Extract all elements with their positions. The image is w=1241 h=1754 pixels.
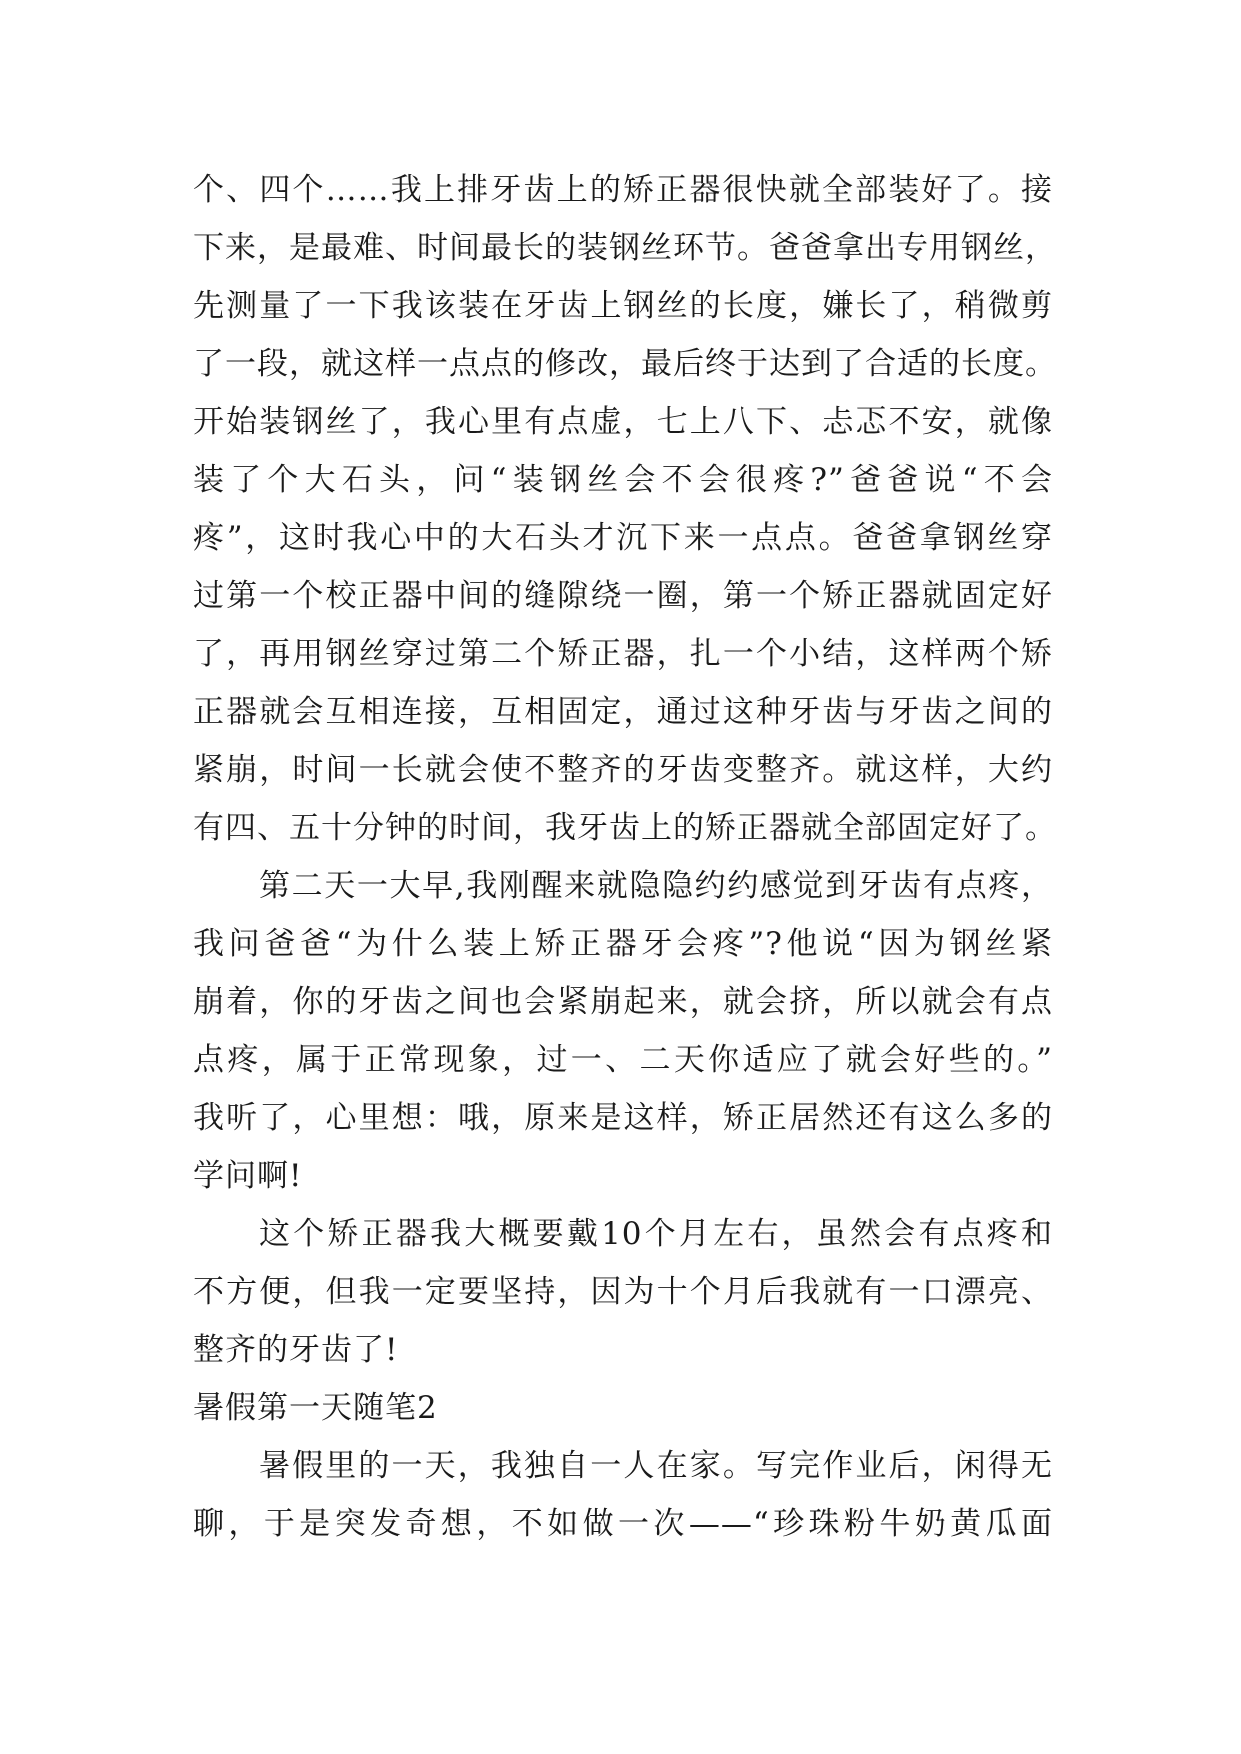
text-line: 了，再用钢丝穿过第二个矫正器，扎一个小结，这样两个矫 — [193, 636, 1053, 672]
text-line: 了一段，就这样一点点的修改，最后终于达到了合适的长度。 — [193, 346, 1057, 382]
text-line: 崩着，你的牙齿之间也会紧崩起来，就会挤，所以就会有点 — [193, 984, 1053, 1020]
text-line: 过第一个校正器中间的缝隙绕一圈，第一个矫正器就固定好 — [193, 578, 1053, 614]
text-line: 聊，于是突发奇想，不如做一次——“珍珠粉牛奶黄瓜面 — [193, 1506, 1053, 1542]
text-line: 装了个大石头，问“装钢丝会不会很疼?”爸爸说“不会 — [193, 462, 1053, 498]
text-line: 个、四个……我上排牙齿上的矫正器很快就全部装好了。接 — [193, 172, 1053, 208]
text-line: 点疼，属于正常现象，过一、二天你适应了就会好些的。” — [193, 1042, 1053, 1078]
paragraph-start-line: 第二天一大早,我刚醒来就隐隐约约感觉到牙齿有点疼， — [259, 868, 1053, 904]
text-line: 有四、五十分钟的时间，我牙齿上的矫正器就全部固定好了。 — [193, 810, 1057, 846]
text-line: 正器就会互相连接，互相固定，通过这种牙齿与牙齿之间的 — [193, 694, 1053, 730]
text-line: 先测量了一下我该装在牙齿上钢丝的长度，嫌长了，稍微剪 — [193, 288, 1053, 324]
text-line: 整齐的牙齿了! — [193, 1332, 399, 1368]
paragraph-start-line: 暑假里的一天，我独自一人在家。写完作业后，闲得无 — [259, 1448, 1053, 1484]
text-line: 下来，是最难、时间最长的装钢丝环节。爸爸拿出专用钢丝， — [193, 230, 1057, 266]
section-heading: 暑假第一天随笔2 — [193, 1390, 438, 1426]
text-line: 我听了，心里想：哦，原来是这样，矫正居然还有这么多的 — [193, 1100, 1053, 1136]
text-line: 疼”，这时我心中的大石头才沉下来一点点。爸爸拿钢丝穿 — [193, 520, 1053, 556]
body-text — [193, 161, 1057, 1553]
text-line: 我问爸爸“为什么装上矫正器牙会疼”?他说“因为钢丝紧 — [193, 926, 1053, 962]
paragraph-start-line: 这个矫正器我大概要戴10个月左右，虽然会有点疼和 — [259, 1216, 1053, 1252]
text-line: 学问啊! — [193, 1158, 303, 1194]
text-line: 紧崩，时间一长就会使不整齐的牙齿变整齐。就这样，大约 — [193, 752, 1053, 788]
text-line: 开始装钢丝了，我心里有点虚，七上八下、忐忑不安，就像 — [193, 404, 1053, 440]
text-line: 不方便，但我一定要坚持，因为十个月后我就有一口漂亮、 — [193, 1274, 1053, 1310]
